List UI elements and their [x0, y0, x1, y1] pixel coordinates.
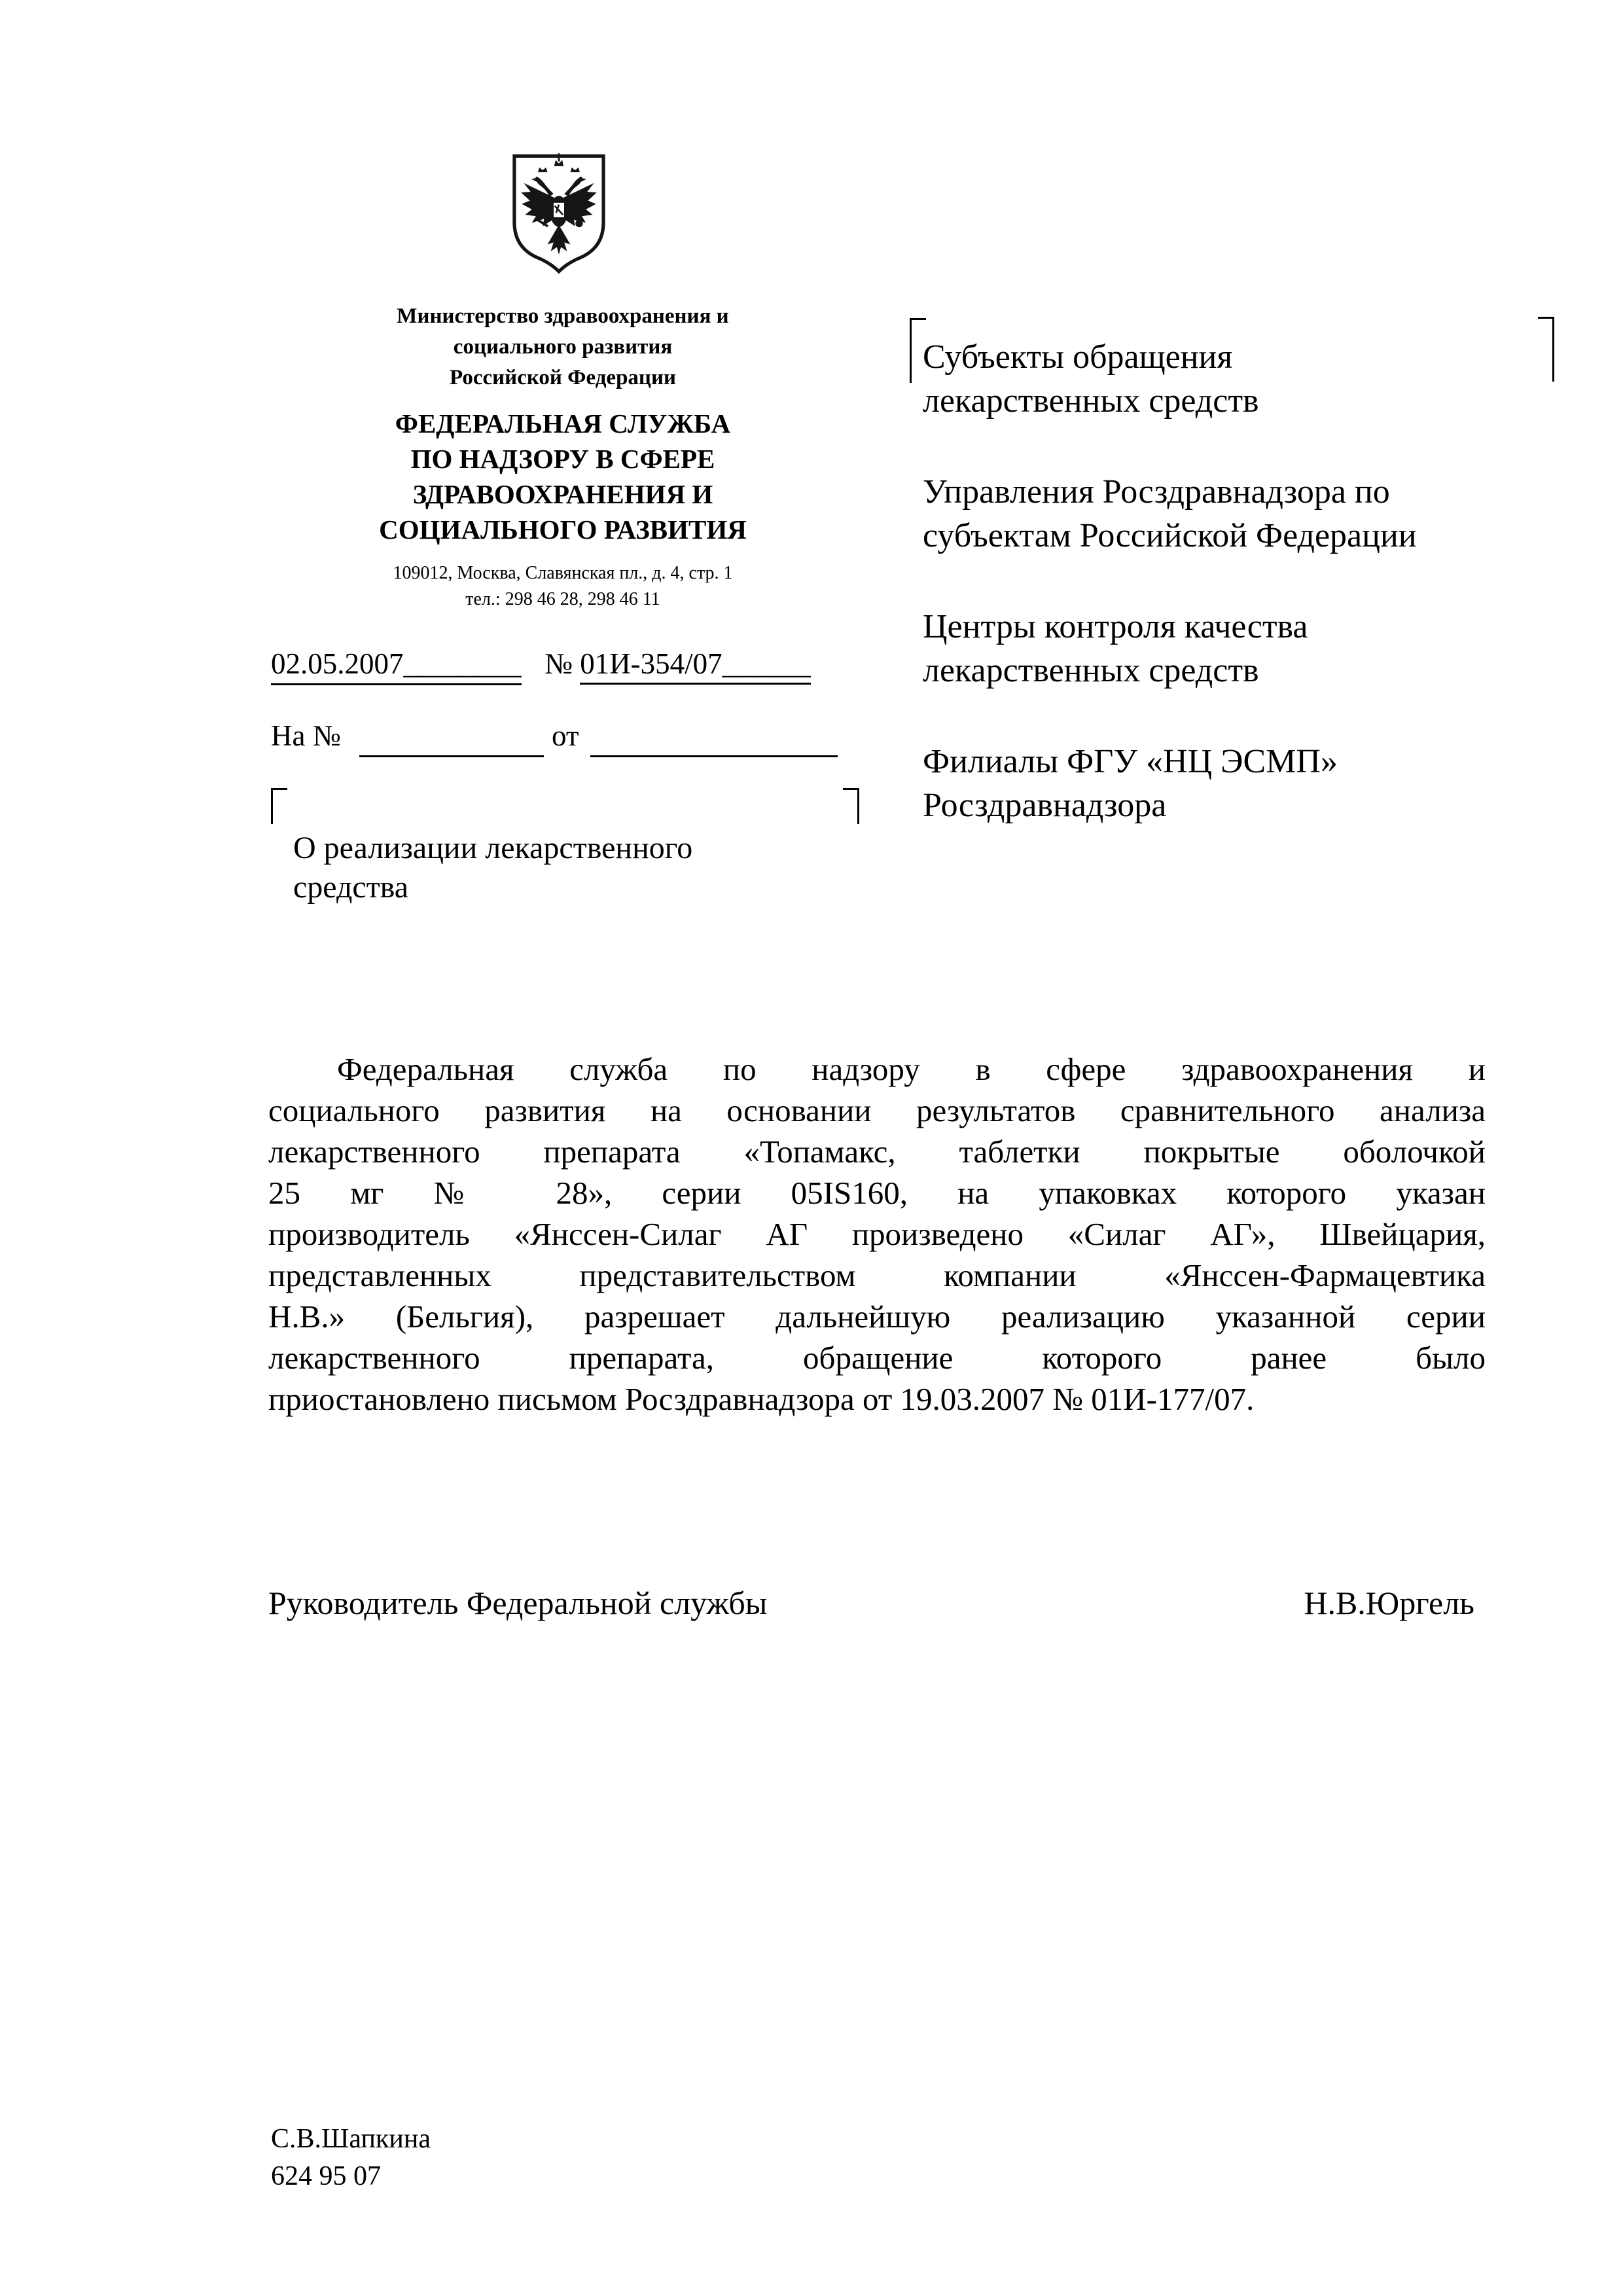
outgoing-number: 01И-354/07	[580, 647, 722, 680]
outgoing-number-field	[544, 647, 811, 681]
recipient-item	[923, 740, 1564, 827]
recipient-line: Росздравнадзора	[923, 787, 1167, 824]
recipient-item	[923, 470, 1564, 558]
body-line: социального развития на основании результатов сравнительного анализа	[268, 1092, 1486, 1128]
recipient-line: лекарственных средств	[923, 652, 1259, 689]
number-sign: №	[544, 647, 580, 680]
signer-title: Руководитель Федеральной службы	[268, 1585, 768, 1621]
body-line: приостановлено письмом Росздравнадзора от 19.03.2007 № 01И-177/07.	[268, 1381, 1255, 1417]
body-line: представленных представительством компании «Янссен-Фармацевтика	[268, 1257, 1486, 1293]
ministry-line: Российской Федерации	[450, 366, 676, 389]
signature-row	[268, 1584, 1474, 1622]
outgoing-date-tail: ________	[403, 647, 522, 680]
body-line: Н.В.» (Бельгия), разрешает дальнейшую реализацию указанной серии	[268, 1299, 1486, 1335]
signer-name: Н.В.Юргель	[1304, 1585, 1474, 1621]
recipient-item	[923, 605, 1564, 692]
letterhead-contacts	[281, 560, 844, 613]
subject-corner-left-mark	[271, 788, 287, 824]
subject-line: О реализации лекарственного	[293, 831, 693, 865]
body-line: 25 мг № 28», серии 05IS160, на упаковках которого указан	[268, 1175, 1486, 1211]
federal-service-name	[281, 406, 844, 547]
subject-line: средства	[293, 870, 409, 905]
russian-coat-of-arms-icon	[505, 148, 613, 276]
body-line: производитель «Янссен-Силаг АГ произведено «Силаг АГ», Швейцария,	[268, 1216, 1486, 1252]
ministry-line: социального развития	[453, 335, 673, 359]
ministry-name	[281, 301, 844, 393]
subject-corner-right-mark	[843, 788, 859, 824]
letterhead-phone: тел.: 298 46 28, 298 46 11	[465, 589, 660, 609]
recipient-line: Филиалы ФГУ «НЦ ЭСМП»	[923, 743, 1338, 780]
body-line: лекарственного препарата «Топамакс, таблетки покрытые оболочкой	[268, 1134, 1486, 1170]
body-line: лекарственного препарата, обращение которого ранее было	[268, 1340, 1486, 1376]
ministry-line: Министерство здравоохранения и	[397, 304, 729, 328]
service-line: СОЦИАЛЬНОГО РАЗВИТИЯ	[379, 514, 747, 545]
reply-date-blank	[590, 719, 838, 757]
reply-date-label: от	[552, 719, 579, 752]
subject-text	[293, 829, 843, 907]
outgoing-number-tail: ______	[722, 647, 811, 680]
recipient-line: Центры контроля качества	[923, 608, 1308, 645]
recipients-block	[923, 335, 1564, 874]
service-line: ЗДРАВООХРАНЕНИЯ И	[412, 479, 713, 509]
executor-block	[271, 2121, 431, 2195]
recipient-line: Субъекты обращения	[923, 338, 1233, 376]
outgoing-date: 02.05.2007	[271, 647, 404, 680]
executor-phone: 624 95 07	[271, 2161, 381, 2191]
body-paragraph	[268, 1049, 1486, 1420]
outgoing-date-field	[271, 647, 522, 685]
recipient-item	[923, 335, 1564, 423]
recipient-line: Управления Росздравнадзора по	[923, 473, 1390, 511]
reply-number-label: На №	[271, 719, 341, 752]
recipient-line: субъектам Российской Федерации	[923, 517, 1417, 554]
body-line: Федеральная служба по надзору в сфере здравоохранения и	[337, 1051, 1486, 1087]
service-line: ФЕДЕРАЛЬНАЯ СЛУЖБА	[395, 408, 731, 439]
recipient-line: лекарственных средств	[923, 382, 1259, 420]
executor-name: С.В.Шапкина	[271, 2124, 431, 2154]
service-line: ПО НАДЗОРУ В СФЕРЕ	[410, 444, 715, 474]
reply-number-blank	[359, 719, 544, 757]
letterhead-address: 109012, Москва, Славянская пл., д. 4, стр. 1	[393, 563, 733, 583]
